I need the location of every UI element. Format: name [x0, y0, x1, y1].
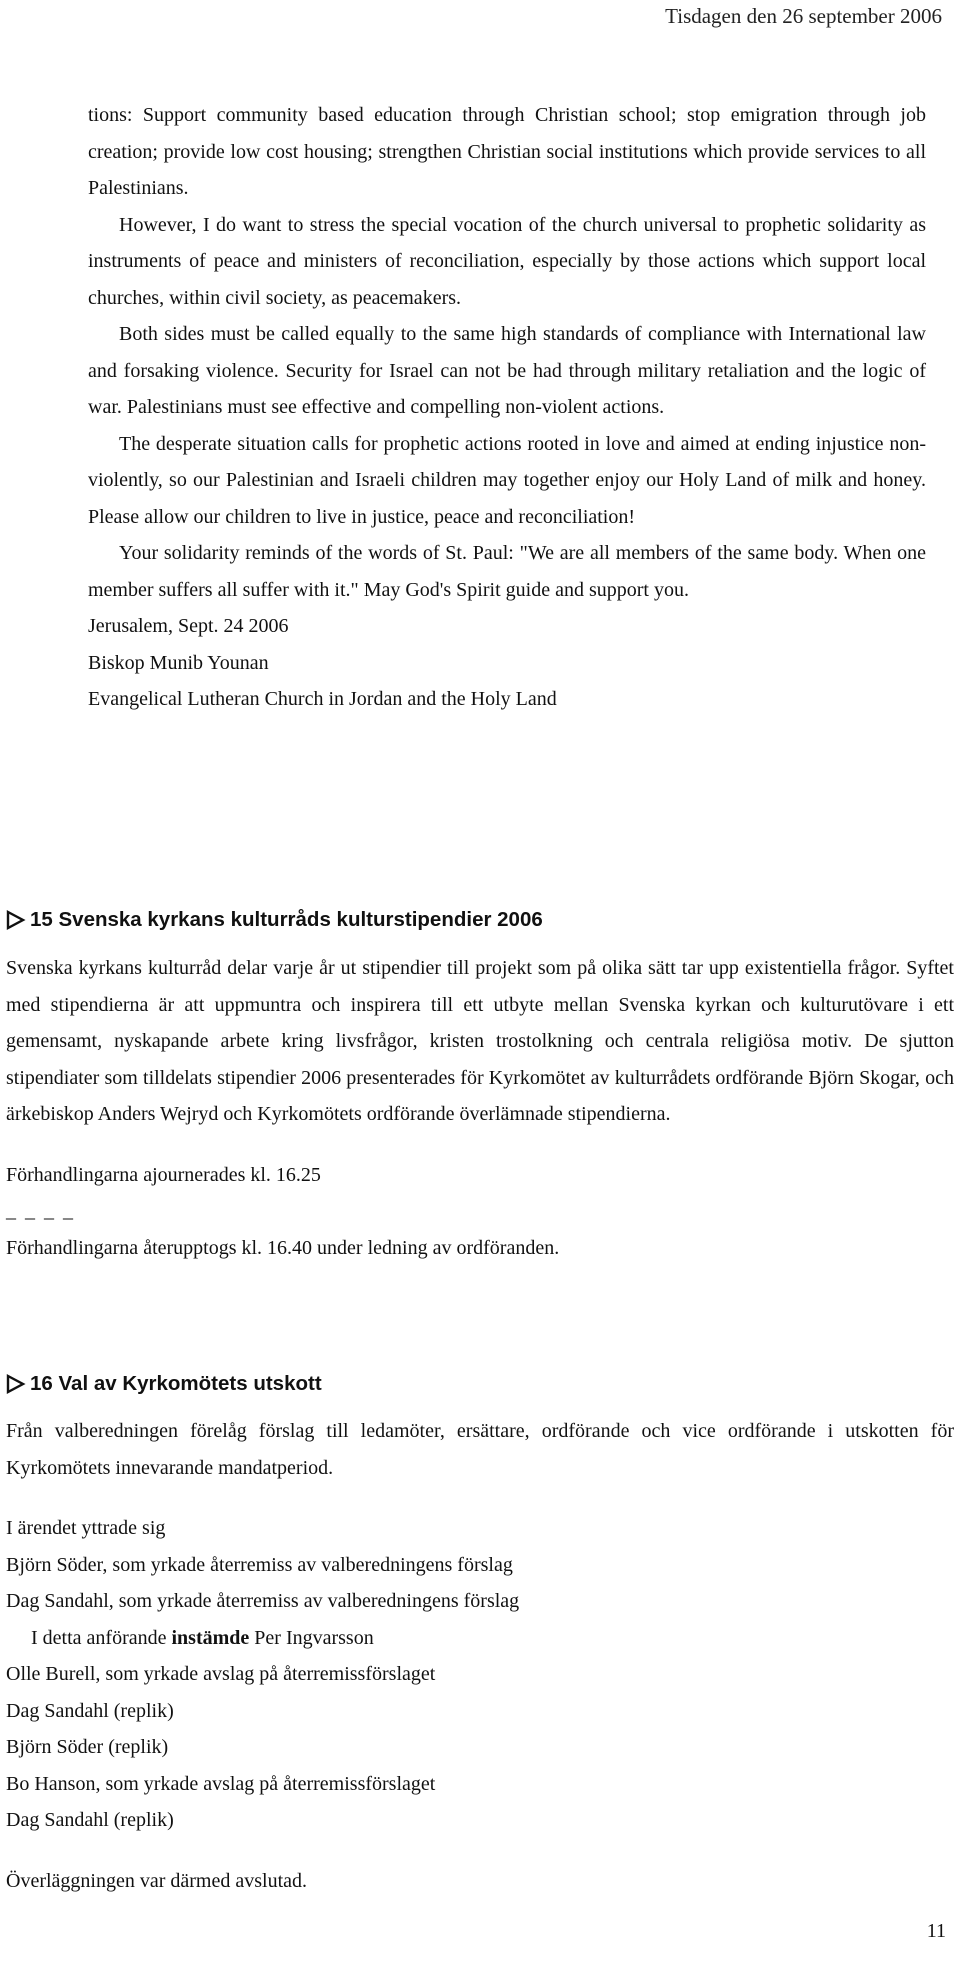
speaker-entry: Björn Söder (replik)	[6, 1736, 169, 1758]
letter-paragraph: Your solidarity reminds of the words of St. Paul: "We are all members of the same body. When one member suffers all suffer with it." May God's Spirit guide and support you.	[88, 542, 926, 601]
speaker-entry: Björn Söder, som yrkade återremiss av valberedningens förslag	[6, 1553, 513, 1576]
concur-word: instämde	[171, 1626, 250, 1649]
adjourned-note: Förhandlingarna ajournerades kl. 16.25	[6, 1163, 321, 1186]
speaker-entry: Bo Hanson, som yrkade avslag på återremissförslaget	[6, 1772, 436, 1795]
speakers-title: I ärendet yttrade sig	[6, 1517, 166, 1539]
section-15-body	[6, 950, 954, 1266]
resumed-note: Förhandlingarna återupptogs kl. 16.40 under ledning av ordföranden.	[6, 1236, 560, 1259]
letter-body	[88, 97, 926, 718]
letter-paragraph: However, I do want to stress the special vocation of the church universal to prophetic solidarity as instruments of peace and ministers of reconciliation, especially by those actions which support local churches, within civil society, as peacemakers.	[88, 213, 926, 309]
arrow-right-icon	[6, 1373, 26, 1395]
section-15-paragraph: Svenska kyrkans kulturråd delar varje år ut stipendier till projekt som på olika sätt tar upp existentiella frågor. Syftet med stipendierna är att uppmuntra och inspirera till ett utbyte mellan Svenska kyrkan och kulturutövare i ett gemensamt, nyskapande arbete kring livsfrågor, kristen trostolkning och centrala religiösa motiv. De sjutton stipendiater som tilldelats stipendier 2006 presenterades för Kyrkomötet av kulturrådets ordförande Björn Skogar, och ärkebiskop Anders Wejryd och Kyrkomötets ordförande överlämnade stipendierna.	[6, 957, 954, 1125]
letter-place-date: Jerusalem, Sept. 24 2006	[88, 615, 289, 637]
separator-dashes: _ _ _ _	[6, 1200, 75, 1222]
speaker-entry: Dag Sandahl (replik)	[6, 1699, 174, 1722]
letter-signature-org: Evangelical Lutheran Church in Jordan and the Holy Land	[88, 688, 557, 710]
speaker-entry: Olle Burell, som yrkade avslag på återremissförslaget	[6, 1663, 436, 1685]
page-header-date: Tisdagen den 26 september 2006	[665, 4, 942, 28]
concur-name: Per Ingvarsson	[249, 1626, 374, 1649]
section-16-intro: Från valberedningen förelåg förslag till ledamöter, ersättare, ordförande och vice ordförande i utskotten för Kyrkomötets innevarande mandatperiod.	[6, 1420, 954, 1479]
speaker-entry: Dag Sandahl (replik)	[6, 1809, 174, 1831]
section-16-title: 16 Val av Kyrkomötets utskott	[30, 1372, 322, 1395]
letter-paragraph: The desperate situation calls for prophetic actions rooted in love and aimed at ending injustice non-violently, so our Palestinian and Israeli children may together enjoy our Holy Land of milk and honey. Please allow our children to live in justice, peace and reconciliation!	[88, 432, 926, 528]
section-15-heading	[6, 908, 543, 932]
concur-entry	[6, 1620, 954, 1657]
letter-signature-name: Biskop Munib Younan	[88, 651, 269, 674]
page-number: 11	[926, 1920, 946, 1942]
letter-paragraph: Both sides must be called equally to the same high standards of compliance with International law and forsaking violence. Security for Israel can not be had through military retaliation and the logic of war. Palestinians must see effective and compelling non-violent actions.	[88, 323, 926, 418]
arrow-right-icon	[6, 909, 26, 931]
section-16-body	[6, 1413, 954, 1899]
section-15-title: 15 Svenska kyrkans kulturråds kulturstipendier 2006	[30, 908, 543, 931]
concur-prefix: I detta anförande	[31, 1626, 172, 1649]
letter-paragraph: tions: Support community based education through Christian school; stop emigration through job creation; provide low cost housing; strengthen Christian social institutions which provide services to all Palestinians.	[88, 104, 926, 199]
speaker-entry: Dag Sandahl, som yrkade återremiss av valberedningens förslag	[6, 1590, 520, 1612]
section-16-heading	[6, 1372, 322, 1396]
closing-note: Överläggningen var därmed avslutad.	[6, 1869, 308, 1892]
